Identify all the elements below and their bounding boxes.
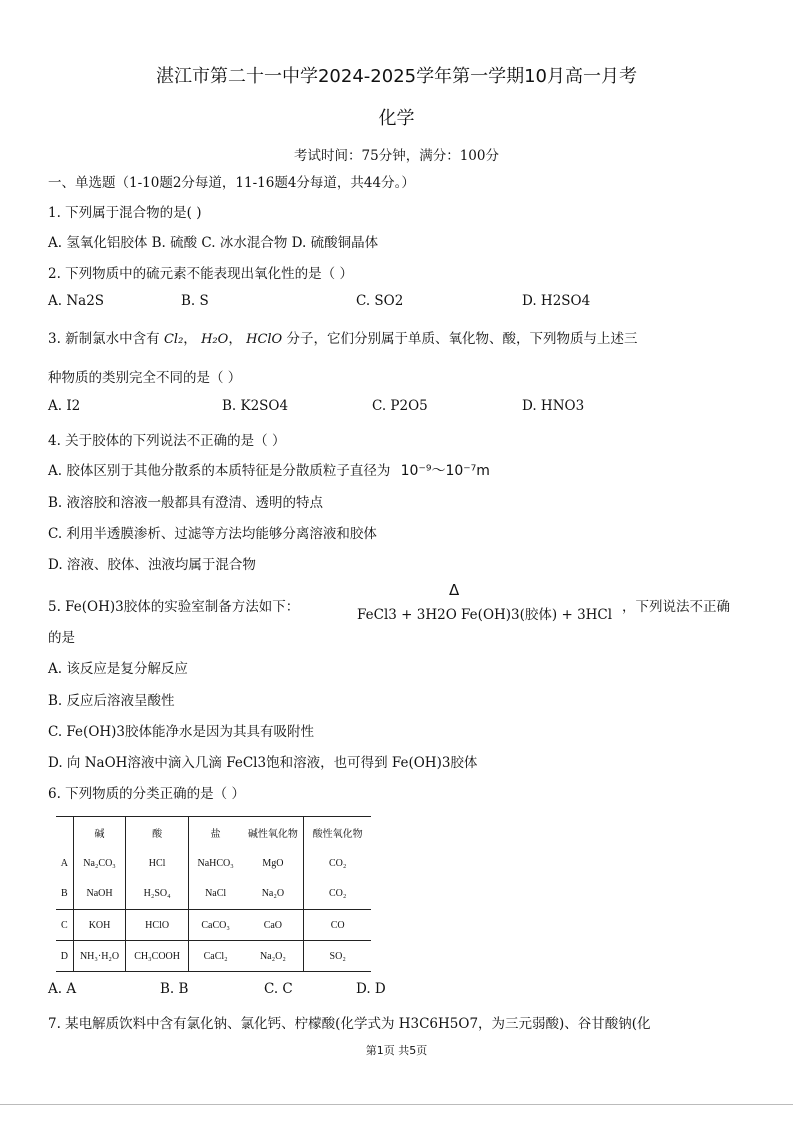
table-row <box>56 848 371 879</box>
table-cell: CaCO₃ <box>188 910 242 941</box>
table-cell: CH₃COOH <box>126 941 189 972</box>
table-cell: B <box>56 879 73 910</box>
question-4-option-b: B. 液溶胶和溶液一般都具有澄清、透明的特点 <box>48 495 324 511</box>
question-6-option-d: D. D <box>356 981 386 997</box>
question-5-option-c: C. Fe(OH)3胶体能净水是因为其具有吸附性 <box>48 724 315 740</box>
table-cell: CO₂ <box>328 888 347 900</box>
reaction-equation: FeCl3 + 3H2O Fe(OH)3(胶体) + 3HCl <box>357 607 613 623</box>
question-5-option-b: B. 反应后溶液呈酸性 <box>48 693 175 709</box>
table-cell: D <box>56 941 73 972</box>
table-row <box>56 941 371 972</box>
table-cell: KOH <box>73 910 126 941</box>
question-5-stem-line2: 的是 <box>48 630 75 646</box>
chlorine-formula: Cl₂ <box>163 332 184 347</box>
bottom-divider <box>0 1104 793 1105</box>
question-2-option-b: B. S <box>181 293 209 309</box>
question-7-stem: 7. 某电解质饮料中含有氯化钠、氯化钙、柠檬酸(化学式为 H3C6H5O7，为三元弱酸)、谷甘酸钠(化 <box>48 1016 651 1032</box>
exam-title: 湛江市第二十一中学2024-2025学年第一学期10月高一月考 <box>155 66 637 87</box>
question-6-option-c: C. C <box>264 981 293 997</box>
table-cell: H₂SO₄ <box>126 879 189 910</box>
table-cell: NH₃·H₂O <box>73 941 126 972</box>
question-3-stem: 3. 新制氯水中含有 Cl₂， H₂O， HClO 分子，它们分别属于单质、氧化物、酸，下列物质与上述三 <box>48 331 638 347</box>
table-cell: SO₂ <box>304 941 371 972</box>
section-heading: 一、单选题（1-10题2分每道，11-16题4分每道，共44分。） <box>48 175 415 191</box>
question-3-option-d: D. HNO3 <box>522 398 585 414</box>
table-cell: C <box>56 910 73 941</box>
table-header-cell: 酸性氧化物 <box>304 817 371 848</box>
table-cell: Na₂O <box>242 879 303 910</box>
table-header-cell <box>56 817 73 848</box>
question-3-stem-pre: 3. 新制氯水中含有 <box>48 331 160 347</box>
table-row <box>56 910 371 941</box>
question-3-stem-line2: 种物质的类别完全不同的是（ ） <box>48 370 242 386</box>
table-header-row <box>56 817 371 848</box>
page-footer: 第1页 共5页 <box>365 1044 428 1057</box>
table-header-cell: 碱性氧化物 <box>242 817 303 848</box>
particle-size-range: 10⁻⁹～10⁻⁷m <box>400 463 490 479</box>
question-4-option-a-text: A. 胶体区别于其他分散系的本质特征是分散质粒子直径为 <box>48 463 391 479</box>
question-1-stem: 1. 下列属于混合物的是( ) <box>48 205 202 221</box>
classification-table <box>56 816 371 972</box>
table-cell: Na₂CO₃ <box>73 848 126 879</box>
table-row <box>56 879 371 910</box>
table-header-cell: 碱 <box>73 817 126 848</box>
table-cell: CO <box>304 910 371 941</box>
table-cell: HClO <box>126 910 189 941</box>
water-formula: H₂O <box>201 332 229 347</box>
table-cell: CaO <box>242 910 303 941</box>
heating-symbol: Δ <box>449 581 460 599</box>
table-cell: NaOH <box>73 879 126 910</box>
table-cell: NaHCO₃ <box>197 857 234 869</box>
subject-heading: 化学 <box>378 108 415 129</box>
question-5-option-a: A. 该反应是复分解反应 <box>48 661 188 677</box>
question-3-option-c: C. P2O5 <box>372 398 428 414</box>
question-5-option-d: D. 向 NaOH溶液中滴入几滴 FeCl3饱和溶液，也可得到 Fe(OH)3胶体 <box>48 755 478 771</box>
question-6-option-b: B. B <box>160 981 189 997</box>
hclo-formula: HClO <box>246 332 283 347</box>
question-2-option-d: D. H2SO4 <box>522 293 591 309</box>
question-5-stem-post: ，下列说法不正确 <box>622 599 730 615</box>
question-4-option-d: D. 溶液、胶体、浊液均属于混合物 <box>48 557 256 573</box>
question-6-option-a: A. A <box>48 981 77 997</box>
table-cell: CO₂ <box>328 857 347 869</box>
table-cell: MgO <box>242 848 303 879</box>
exam-info: 考试时间：75分钟，满分：100分 <box>294 148 499 164</box>
question-2-option-c: C. SO2 <box>356 293 404 309</box>
question-2-stem: 2. 下列物质中的硫元素不能表现出氧化性的是（ ） <box>48 266 353 282</box>
table-cell: Na₂O₂ <box>242 941 303 972</box>
table-cell: NaCl <box>205 888 227 900</box>
table-header-cell: 盐 <box>188 817 242 848</box>
table-header-cell: 酸 <box>126 817 189 848</box>
question-1-options: A. 氢氧化铝胶体 B. 硫酸 C. 冰水混合物 D. 硫酸铜晶体 <box>48 235 379 251</box>
question-3-option-a: A. I2 <box>48 398 81 414</box>
table-cell: CaCl₂ <box>188 941 242 972</box>
question-3-stem-post: 分子，它们分别属于单质、氧化物、酸，下列物质与上述三 <box>286 331 638 347</box>
question-6-stem: 6. 下列物质的分类正确的是（ ） <box>48 786 245 802</box>
table-cell: A <box>56 848 73 879</box>
table-cell: HCl <box>126 848 189 879</box>
question-2-option-a: A. Na2S <box>48 293 105 309</box>
question-5-stem-pre: 5. Fe(OH)3胶体的实验室制备方法如下： <box>48 599 300 615</box>
question-4-stem: 4. 关于胶体的下列说法不正确的是（ ） <box>48 433 286 449</box>
question-4-option-a <box>48 459 490 480</box>
question-3-option-b: B. K2SO4 <box>222 398 289 414</box>
question-4-option-c: C. 利用半透膜渗析、过滤等方法均能够分离溶液和胶体 <box>48 526 377 542</box>
